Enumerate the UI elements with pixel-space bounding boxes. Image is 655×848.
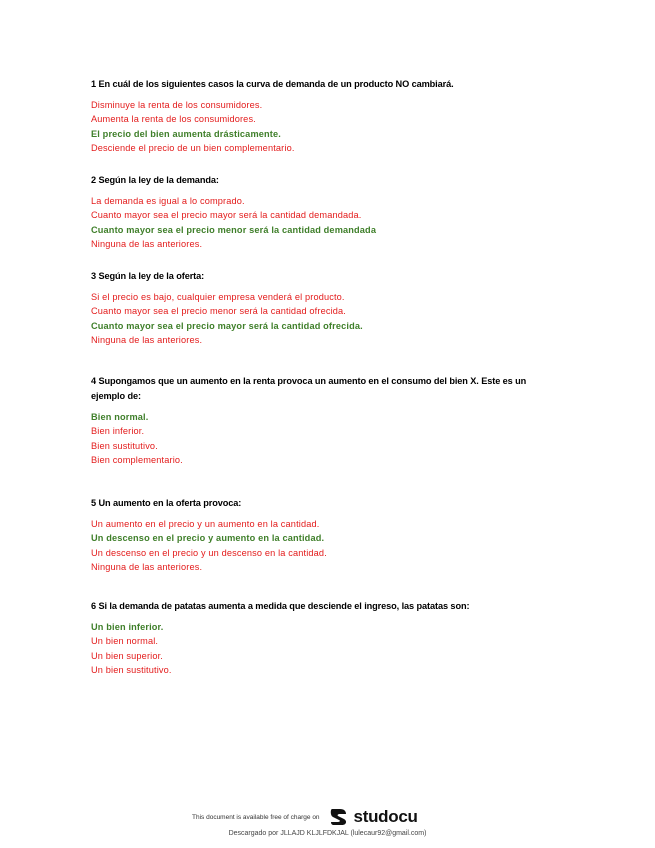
question-4 xyxy=(91,374,561,468)
download-attribution: Descargado por JLLAJD KLJLFDKJAL (lulecaur92@gmail.com) xyxy=(228,830,427,837)
answer-option: Ninguna de las anteriores. xyxy=(91,562,203,573)
correct-answer-option: El precio del bien aumenta drásticamente. xyxy=(91,128,281,139)
question-5 xyxy=(91,496,327,575)
question-title: 4 Supongamos que un aumento en la renta provoca un aumento en el consumo del bien X. Este es un ejemplo de: xyxy=(91,376,527,401)
answer-option: Bien sustitutivo. xyxy=(91,440,158,451)
question-3 xyxy=(91,269,363,348)
studocu-logo-icon xyxy=(328,806,350,828)
answer-option: Un bien superior. xyxy=(91,650,164,661)
answer-option: Bien complementario. xyxy=(91,455,183,466)
answer-list xyxy=(91,517,327,575)
question-6 xyxy=(91,599,469,678)
question-title: 5 Un aumento en la oferta provoca: xyxy=(91,498,242,508)
answer-list xyxy=(91,194,376,252)
correct-answer-option: Cuanto mayor sea el precio menor será la cantidad demandada xyxy=(91,224,377,235)
answer-option: Ninguna de las anteriores. xyxy=(91,239,203,250)
page-footer xyxy=(0,800,655,848)
question-2 xyxy=(91,173,376,252)
availability-note: This document is available free of charge on xyxy=(192,813,320,821)
answer-option: Ninguna de las anteriores. xyxy=(91,335,203,346)
question-title: 2 Según la ley de la demanda: xyxy=(91,175,219,185)
answer-list xyxy=(91,620,469,678)
answer-list xyxy=(91,290,363,348)
question-1 xyxy=(91,77,454,156)
answer-option: Un aumento en el precio y un aumento en la cantidad. xyxy=(91,519,320,529)
answer-option: Cuanto mayor sea el precio mayor será la cantidad demandada. xyxy=(91,210,362,221)
correct-answer-option: Cuanto mayor sea el precio mayor será la cantidad ofrecida. xyxy=(91,320,363,331)
answer-option: La demanda es igual a lo comprado. xyxy=(91,196,245,206)
correct-answer-option: Un descenso en el precio y aumento en la cantidad. xyxy=(91,533,325,544)
studocu-banner[interactable] xyxy=(192,806,418,828)
answer-list xyxy=(91,98,454,156)
answer-option: Bien inferior. xyxy=(91,426,145,437)
answer-option: Aumenta la renta de los consumidores. xyxy=(91,114,256,125)
question-title: 3 Según la ley de la oferta: xyxy=(91,271,205,281)
question-title: 1 En cuál de los siguientes casos la curva de demanda de un producto NO cambiará. xyxy=(91,79,454,89)
answer-option: Disminuye la renta de los consumidores. xyxy=(91,100,263,110)
answer-option: Un bien normal. xyxy=(91,636,159,647)
answer-option: Un bien sustitutivo. xyxy=(91,665,172,676)
answer-option: Un descenso en el precio y un descenso en la cantidad. xyxy=(91,547,327,558)
answer-option: Si el precio es bajo, cualquier empresa venderá el producto. xyxy=(91,292,345,302)
answer-list xyxy=(91,410,561,468)
studocu-wordmark: studocu xyxy=(353,807,418,826)
correct-answer-option: Bien normal. xyxy=(91,412,149,422)
answer-option: Desciende el precio de un bien complementario. xyxy=(91,143,295,154)
question-title: 6 Si la demanda de patatas aumenta a medida que desciende el ingreso, las patatas son: xyxy=(91,601,470,611)
correct-answer-option: Un bien inferior. xyxy=(91,622,164,632)
answer-option: Cuanto mayor sea el precio menor será la cantidad ofrecida. xyxy=(91,306,347,317)
studocu-logo[interactable] xyxy=(328,806,418,828)
